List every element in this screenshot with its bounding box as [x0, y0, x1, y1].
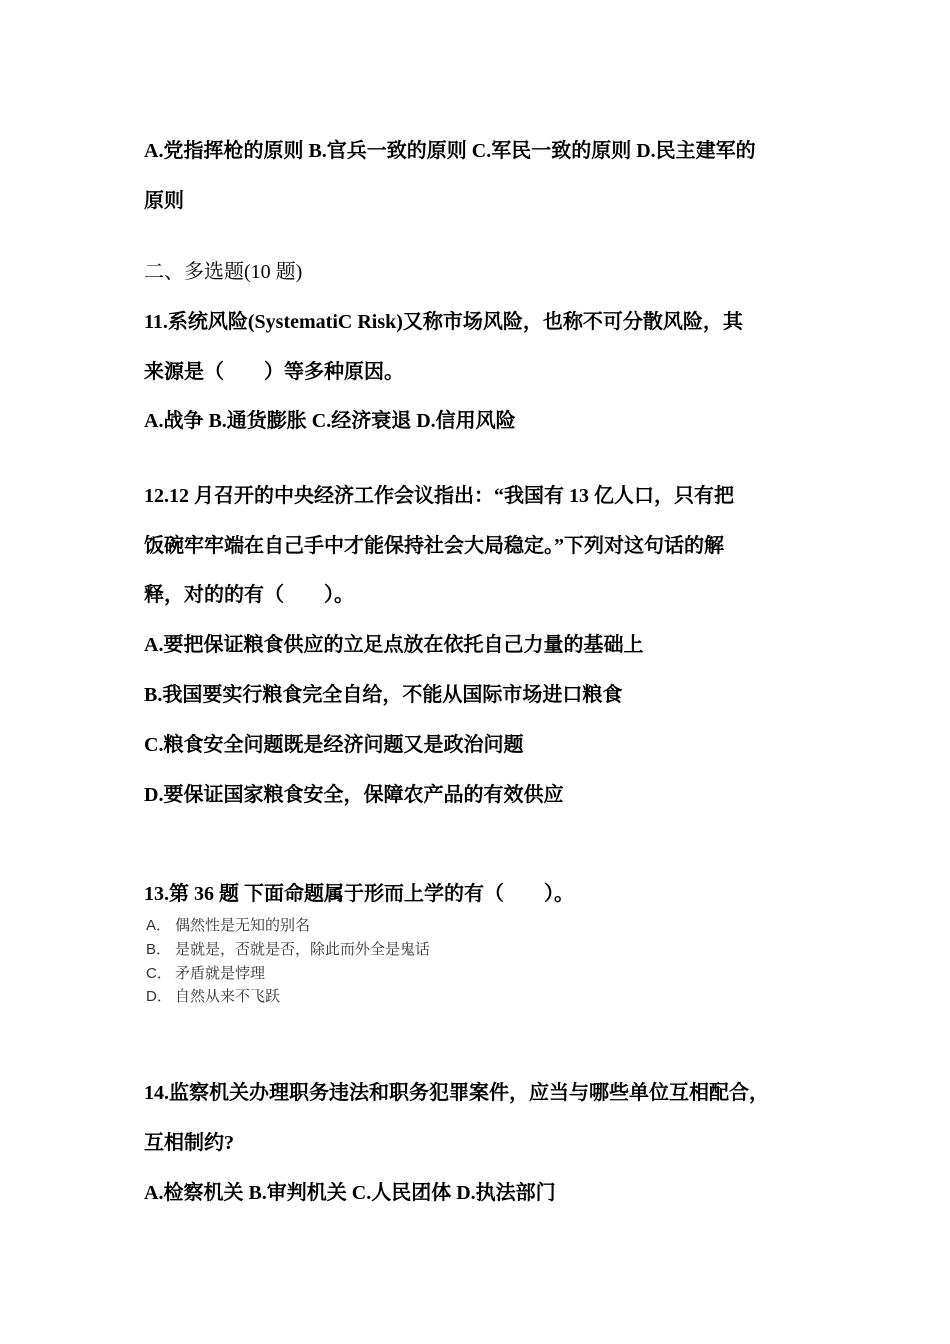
q12-stem-line2: 饭碗牢牢端在自己手中才能保持社会大局稳定。”下列对这句话的解 — [144, 535, 724, 557]
q13-option-d-label: D． — [146, 988, 172, 1005]
q13-option-b-label: B． — [146, 941, 172, 958]
q14-stem-line1: 14.监察机关办理职务违法和职务犯罪案件，应当与哪些单位互相配合， — [144, 1082, 769, 1104]
q13-option-a-label: A． — [146, 917, 172, 934]
q13-option-a-text: 偶然性是无知的别名 — [175, 918, 311, 934]
q13-option-b — [146, 940, 746, 960]
q13-option-d-text: 自然从来不飞跃 — [175, 989, 281, 1005]
q12-stem-line1: 12.12 月召开的中央经济工作会议指出：“我国有 13 亿人口，只有把 — [144, 485, 734, 507]
q11-options: A.战争 B.通货膨胀 C.经济衰退 D.信用风险 — [144, 410, 516, 432]
q10-options-line2: 原则 — [144, 190, 184, 212]
q13-option-c — [146, 964, 746, 984]
q10-options-line1: A.党指挥枪的原则 B.官兵一致的原则 C.军民一致的原则 D.民主建军的 — [144, 140, 756, 162]
q13-stem: 13.第 36 题 下面命题属于形而上学的有（ ）。 — [144, 883, 574, 905]
q13-option-c-label: C． — [146, 965, 172, 982]
q12-option-a: A.要把保证粮食供应的立足点放在依托自己力量的基础上 — [144, 634, 644, 656]
section-heading-multiple-choice: 二、多选题(10 题) — [144, 261, 303, 283]
q12-option-b: B.我国要实行粮食完全自给，不能从国际市场进口粮食 — [144, 684, 623, 706]
q12-option-d: D.要保证国家粮食安全，保障农产品的有效供应 — [144, 784, 564, 806]
q13-option-a — [146, 916, 746, 936]
q11-stem-line2: 来源是（ ）等多种原因。 — [144, 361, 404, 383]
q13-option-b-text: 是就是，否就是否，除此而外全是鬼话 — [175, 942, 431, 958]
q11-stem-line1: 11.系统风险(SystematiC Risk)又称市场风险，也称不可分散风险，其 — [144, 311, 743, 333]
q14-options: A.检察机关 B.审判机关 C.人民团体 D.执法部门 — [144, 1182, 556, 1204]
q12-option-c: C.粮食安全问题既是经济问题又是政治问题 — [144, 734, 524, 756]
q13-option-d — [146, 987, 746, 1007]
q13-option-c-text: 矛盾就是悖理 — [175, 966, 266, 982]
q14-stem-line2: 互相制约? — [144, 1132, 234, 1154]
q12-stem-line3: 释，对的的有（ ）。 — [144, 584, 354, 606]
